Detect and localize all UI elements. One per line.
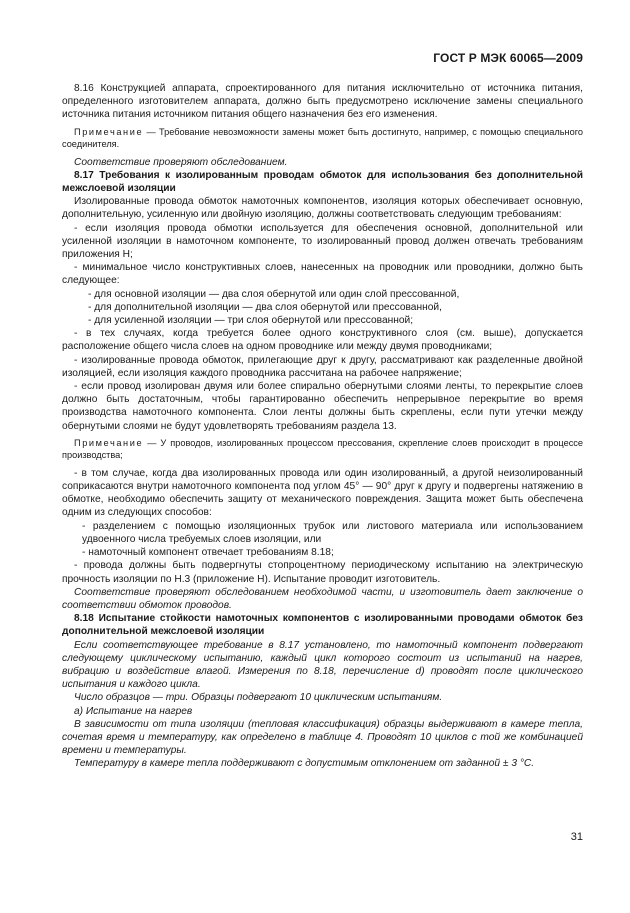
list-item: - если провод изолирован двумя или более спирально обернутыми слоями ленты, то перекрытие слоев должно быть достаточным, чтобы гарантированно обеспечить непрерывное перекрытие во время производства намоточного компонента. Слои ленты должны быть скреплены, если пути утечки между обернутыми слоями не будут удовлетворять требованиям раздела 13. bbox=[62, 381, 583, 432]
sub-list-item: - для дополнительной изоляции — два слоя обернутой или прессованной, bbox=[88, 301, 442, 313]
clause-8-17-intro: Изолированные провода обмоток намоточных компонентов, изоляция которых обеспечивает основную, дополнительную, усиленную или двойную изоляцию, должны соответствовать следующим требованиям: bbox=[62, 196, 583, 221]
note-text: — Требование невозможности замены может быть достигнуто, например, с помощью специального соединителя. bbox=[62, 126, 583, 150]
list-item: - изолированные провода обмоток, прилегающие друг к другу, рассматривают как разделенные двойной изоляцией, если изоляция каждого проводника рассчитана на рабочее напряжение; bbox=[62, 354, 583, 379]
heat-test-text: В зависимости от типа изоляции (тепловая классификация) образцы выдерживают в камере тепла, сочетая время и температуру, как определено в таблице 4. Проводят 10 циклов с той же комбинацией времени и температуры. bbox=[62, 718, 583, 757]
sub-list-item: - разделением с помощью изоляционных трубок или листового материала или использованием удвоенного числа требуемых слоев изоляции, или bbox=[82, 520, 583, 545]
clause-8-17-title: 8.17 Требования к изолированным проводам обмоток для использования без дополнительной межслоевой изоляции bbox=[62, 169, 583, 195]
samples-count: Число образцов — три. Образцы подвергают 10 циклическим испытаниям. bbox=[74, 692, 443, 704]
compliance-8-16: Соответствие проверяют обследованием. bbox=[74, 156, 288, 168]
list-item: - в том случае, когда два изолированных провода или один изолированный, а другой неизолированный соприкасаются внутри намоточного компонента под углом 45° — 90° друг к другу и подвергены натяжению в обмотке, необходимо обеспечить защиту от механического повреждения. Защита может быть обеспечена одним из следующих способов: bbox=[62, 467, 583, 519]
clause-8-18-title: 8.18 Испытание стойкости намоточных компонентов с изолированными проводами обмоток без дополнительной межслоевой изоляции bbox=[62, 613, 583, 638]
page-number: 31 bbox=[570, 831, 583, 843]
list-item: - провода должны быть подвергнуты стопроцентному периодическому испытанию на электрическую прочность изоляции по Н.3 (приложение Н). Испытание проводит изготовитель. bbox=[62, 560, 583, 585]
note-label: Примечание bbox=[74, 437, 144, 448]
compliance-8-17: Соответствие проверяют обследованием необходимой части, и изготовитель дает заключение о соответствии обмоток проводов. bbox=[62, 586, 583, 611]
note-label: Примечание bbox=[74, 126, 144, 137]
note-text: — У проводов, изолированных процессом прессования, скрепление слоев происходит в процессе производства; bbox=[62, 437, 583, 461]
clause-8-18-intro: Если соответствующее требование в 8.17 установлено, то намоточный компонент подвергают следующему циклическому испытанию, каждый цикл которого состоит из испытаний на нагрев, вибрацию и воздействие влагой. Измерения по 8.18, перечисление d) проводят после циклического испытания и каждого цикла. bbox=[62, 639, 583, 691]
note-8-16 bbox=[62, 126, 583, 151]
note-8-17 bbox=[62, 437, 583, 462]
list-item: - минимальное число конструктивных слоев, нанесенных на проводник или проводники, должно быть следующее: bbox=[62, 262, 583, 287]
sub-list-item: - для основной изоляции — два слоя обернутой или один слой прессованной, bbox=[88, 288, 460, 300]
sub-list-item: - для усиленной изоляции — три слоя обернутой или прессованной; bbox=[88, 315, 414, 327]
list-item: - в тех случаях, когда требуется более одного конструктивного слоя (см. выше), допускается расположение общего числа слоев на одном проводнике или между двумя проводниками; bbox=[62, 328, 583, 353]
heat-test-heading: a) Испытание на нагрев bbox=[74, 705, 193, 717]
heat-tolerance: Температуру в камере тепла поддерживают с допустимым отклонением от заданной ± 3 °С. bbox=[74, 758, 535, 770]
document-header: ГОСТ Р МЭК 60065—2009 bbox=[433, 51, 583, 65]
clause-8-16: 8.16 Конструкцией аппарата, спроектированного для питания исключительно от источника питания, определенного изготовителем аппарата, должно быть предусмотрено исключение замены специального источника питания источником питания общего назначения без его изменения. bbox=[62, 83, 583, 121]
page-body bbox=[62, 82, 583, 771]
list-item: - если изоляция провода обмотки используется для обеспечения основной, дополнительной или усиленной изоляции в намоточном компоненте, то изолированный провод должен отвечать требованиям приложения Н; bbox=[62, 222, 583, 261]
sub-list-item: - намоточный компонент отвечает требованиям 8.18; bbox=[82, 547, 334, 559]
